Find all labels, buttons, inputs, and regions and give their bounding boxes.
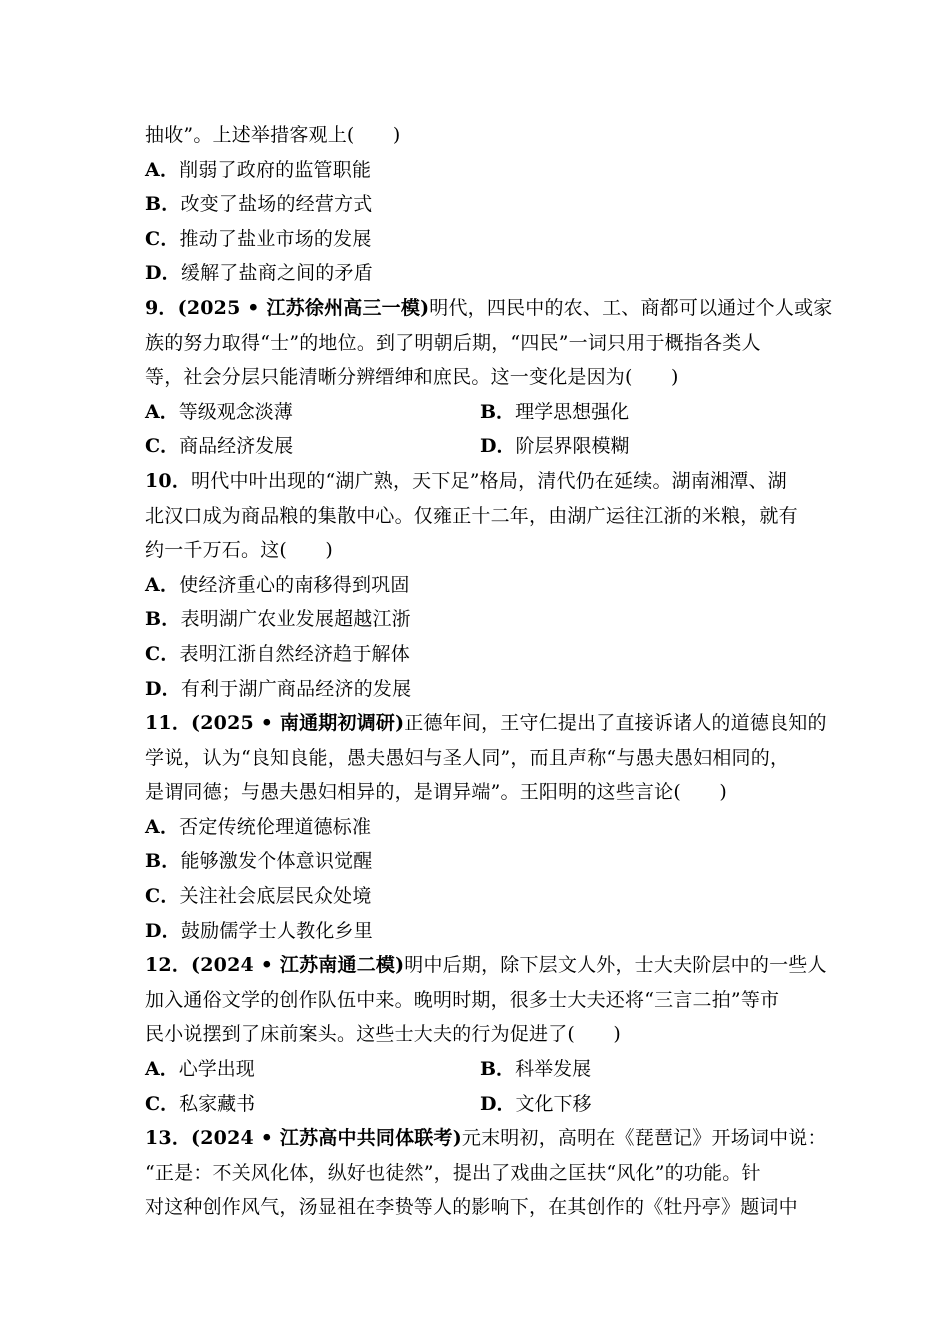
question-stem-line: 12．(2024 • 江苏南通二模)明中后期，除下层文人外，士大夫阶层中的一些人 (145, 954, 827, 977)
option-b[interactable]: B．科举发展 (480, 1058, 592, 1081)
question-stem-line: 10．明代中叶出现的“湖广熟，天下足”格局，清代仍在延续。湖南湘潭、湖 (145, 469, 787, 492)
question-8 (145, 118, 825, 291)
question-stem-line: 抽收”。上述举措客观上( ) (145, 124, 401, 146)
question-number: 12． (145, 954, 192, 977)
question-stem-line: “正是：不关风化体，纵好也徒然”，提出了戏曲之匡扶“风化”的功能。针 (145, 1161, 761, 1184)
option-b[interactable]: B．改变了盐场的经营方式 (145, 193, 373, 216)
question-source: (2024 • 江苏高中共同体联考) (191, 1127, 462, 1150)
question-source: (2025 • 南通期初调研) (191, 712, 405, 735)
question-11 (145, 706, 825, 948)
question-number: 10． (145, 469, 192, 492)
question-number: 11． (145, 712, 192, 735)
question-stem-line: 是谓同德；与愚夫愚妇相异的，是谓异端”。王阳明的这些言论( ) (145, 781, 727, 804)
option-c[interactable]: C．表明江浙自然经济趋于解体 (145, 642, 410, 665)
option-b[interactable]: B．表明湖广农业发展超越江浙 (145, 608, 411, 631)
option-row (145, 1052, 825, 1087)
option-d[interactable]: D．有利于湖广商品经济的发展 (145, 677, 412, 700)
option-c[interactable]: C．关注社会底层民众处境 (145, 885, 372, 908)
option-c[interactable]: C．商品经济发展 (145, 435, 294, 458)
option-a[interactable]: A．使经济重心的南移得到巩固 (145, 573, 410, 596)
question-source: (2025 • 江苏徐州高三一模) (177, 296, 430, 319)
question-stem-line: 9．(2025 • 江苏徐州高三一模)明代，四民中的农、工、商都可以通过个人或家 (145, 296, 833, 319)
option-a[interactable]: A．等级观念淡薄 (145, 400, 293, 423)
question-12 (145, 948, 825, 1121)
option-b[interactable]: B．理学思想强化 (480, 400, 630, 423)
option-row (145, 1087, 825, 1122)
option-c[interactable]: C．推动了盐业市场的发展 (145, 227, 372, 250)
option-d[interactable]: D．鼓励儒学士人教化乡里 (145, 919, 373, 942)
option-a[interactable]: A．心学出现 (145, 1058, 255, 1081)
option-b[interactable]: B．能够激发个体意识觉醒 (145, 850, 373, 873)
question-stem-line: 11．(2025 • 南通期初调研)正德年间，王守仁提出了直接诉诸人的道德良知的 (145, 712, 827, 735)
question-13 (145, 1121, 825, 1225)
question-stem-line: 北汉口成为商品粮的集散中心。仅雍正十二年，由湖广运往江浙的米粮，就有 (145, 504, 798, 527)
question-stem-line: 民小说摆到了床前案头。这些士大夫的行为促进了( ) (145, 1023, 622, 1046)
question-stem-line: 约一千万石。这( ) (145, 539, 334, 562)
question-number: 13． (145, 1127, 192, 1150)
option-a[interactable]: A．削弱了政府的监管职能 (145, 158, 372, 181)
question-number: 9． (145, 296, 178, 319)
question-9 (145, 291, 833, 464)
exam-page (145, 118, 833, 1225)
option-d[interactable]: D．文化下移 (480, 1092, 592, 1115)
question-stem-line: 学说，认为“良知良能，愚夫愚妇与圣人同”，而且声称“与愚夫愚妇相同的， (145, 746, 790, 769)
option-row (145, 429, 825, 464)
option-d[interactable]: D．阶层界限模糊 (480, 435, 630, 458)
option-d[interactable]: D．缓解了盐商之间的矛盾 (145, 262, 373, 285)
option-row (145, 395, 825, 430)
question-stem-line: 13．(2024 • 江苏高中共同体联考)元末明初，高明在《琵琶记》开场词中说： (145, 1127, 827, 1150)
question-source: (2024 • 江苏南通二模) (191, 954, 405, 977)
question-stem-line: 族的努力取得“士”的地位。到了明朝后期，“四民”一词只用于概指各类人 (145, 331, 761, 354)
option-a[interactable]: A．否定传统伦理道德标准 (145, 815, 372, 838)
question-stem-line: 加入通俗文学的创作队伍中来。晚明时期，很多士大夫还将“三言二拍”等市 (145, 988, 780, 1011)
question-stem-line: 对这种创作风气，汤显祖在李贽等人的影响下，在其创作的《牡丹亭》题词中 (145, 1196, 798, 1219)
question-10 (145, 464, 825, 706)
option-c[interactable]: C．私家藏书 (145, 1092, 256, 1115)
question-stem-line: 等，社会分层只能清晰分辨缙绅和庶民。这一变化是因为( ) (145, 366, 679, 389)
